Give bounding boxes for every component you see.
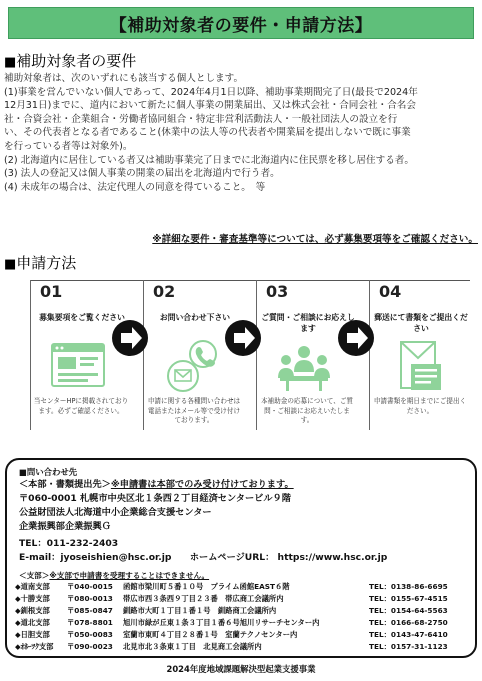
hq-tel: TEL：011-232-2403: [19, 538, 119, 549]
branch-tel: TEL：0143-47-6410: [369, 630, 448, 639]
arrow-right-icon: [338, 320, 374, 356]
requirements-line: を行っている者等は対象外)。: [4, 140, 133, 152]
section-heading-requirements: [4, 50, 136, 71]
branch-zip: 〒050-0083: [67, 630, 113, 639]
step-divider: [30, 280, 31, 430]
page-title: 【補助対象者の要件・申請方法】: [8, 7, 474, 39]
heading-square-icon: ■: [4, 55, 17, 70]
step-number: 04: [379, 282, 402, 301]
branch-zip: 〒080-0013: [67, 594, 113, 603]
branch-zip: 〒078-8801: [67, 618, 113, 627]
step-description: 申請に関する各種問い合わせは電話またはメール等で受け付けております。: [147, 397, 241, 424]
branch-address: 帯広市西３条西９丁目２３番 帯広商工会議所内: [123, 594, 284, 603]
branch-tel: TEL：0157-31-1123: [369, 642, 448, 651]
step-label: 募集要項をご覧ください: [39, 313, 125, 322]
step-02: [143, 280, 243, 440]
branch-address: 室蘭市東町４丁目２８番１号 室蘭テクノセンター内: [123, 630, 298, 639]
step-label: お問い合わせ下さい: [159, 313, 231, 322]
application-heading-text: 申請方法: [16, 254, 77, 272]
requirements-body: [4, 72, 480, 194]
browser-icon: [48, 338, 108, 394]
branch-address: 釧路市大町１丁目１番１号 釧路商工会議所内: [123, 606, 277, 615]
submit-note: ※申請書は本部でのみ受け付けております。: [110, 479, 294, 490]
submit-location: [19, 479, 294, 491]
step-label: ご質問・ご相談にお応えします: [261, 313, 355, 333]
step-label: 郵送にて書類をご提出ください: [374, 313, 468, 333]
step-description: 当センターHPに掲載されております。必ずご確認ください。: [33, 397, 129, 415]
hq-email-web[interactable]: E-mail：jyoseishien@hsc.or.jp ホームページURL： https://www.hsc.or.jp: [19, 552, 388, 563]
meeting-icon: [274, 338, 334, 394]
application-steps: [8, 280, 476, 440]
branch-tel: TEL：0155-67-4515: [369, 594, 448, 603]
requirements-line: 12月31日)までに、道内において新たに個人事業の開業届出、又は株式会社・合同会社・合名会: [4, 100, 416, 112]
submit-label: ＜本部・書類提出先＞: [19, 479, 111, 490]
branch-name: ◆道南支部: [15, 582, 50, 591]
requirements-line: (2) 北海道内に居住している者又は補助事業完了日までに北海道内に住民票を移し居住する者。: [4, 154, 414, 166]
branch-name: ◆日胆支部: [15, 630, 50, 639]
hq-department: 企業振興部企業振興Ｇ: [19, 521, 111, 532]
branch-zip: 〒040-0015: [67, 582, 113, 591]
requirements-line: 社・合資会社・企業組合・労働者協同組合・特定非営利活動法人・一般社団法人の設立を行: [4, 113, 398, 125]
requirements-line: い、その代表者となる者であること(休業中の法人等の代表者や開業届を提出しないで既に事業: [4, 127, 411, 139]
branch-note: ※支部で申請書を受理することはできません。: [49, 571, 210, 580]
hq-organization: 公益財団法人北海道中小企業総合支援センター: [19, 507, 212, 518]
step-description: 申請書類を期日までにご提出ください。: [373, 397, 467, 415]
envelope-icon: [387, 338, 447, 394]
branch-zip: 〒085-0847: [67, 606, 113, 615]
step-04: [369, 280, 469, 440]
branch-tel: TEL：0166-68-2750: [369, 618, 448, 627]
hq-address: 〒060-0001 札幌市中央区北１条西２丁目経済センタービル９階: [19, 493, 291, 504]
requirements-notice: ※詳細な要件・審査基準等については、必ず募集要項等をご確認ください。: [152, 234, 478, 245]
step-03: [256, 280, 356, 440]
contact-box: [5, 458, 477, 658]
branch-tel: TEL：0138-86-6695: [369, 582, 448, 591]
arrow-right-icon: [225, 320, 261, 356]
requirements-line: (3) 法人の登記又は個人事業の開業の届出を北海道内で行う者。: [4, 168, 280, 180]
branch-label: ＜支部＞: [19, 571, 50, 580]
contact-heading: ■問い合わせ先: [19, 467, 78, 477]
branch-name: ◆ｵﾎｰﾂｸ支部: [15, 642, 54, 651]
requirements-line: 補助対象者は、次のいずれにも該当する個人とします。: [4, 73, 244, 84]
branch-header: [19, 570, 209, 582]
requirements-heading-text: 補助対象者の要件: [16, 52, 137, 70]
branch-address: 北見市北３条東１丁目 北見商工会議所内: [123, 642, 262, 651]
step-01: [30, 280, 130, 440]
arrow-right-icon: [112, 320, 148, 356]
branch-name: ◆十勝支部: [15, 594, 50, 603]
footer-program-name: 2024年度地域課題解決型起業支援事業: [166, 664, 316, 674]
step-number: 01: [40, 282, 63, 301]
step-number: 03: [266, 282, 289, 301]
phone-mail-icon: [161, 338, 221, 394]
requirements-line: (1)事業を営んでいない個人であって、2024年4月1日以降、補助事業期間完了日(最長で2024年: [4, 86, 418, 98]
step-number: 02: [153, 282, 176, 301]
requirements-line: (4) 未成年の場合は、法定代理人の同意を得ていること。 等: [4, 181, 266, 193]
branch-address: 旭川市緑が丘東１条３丁目１番６号旭川リサーチセンター内: [123, 618, 320, 627]
branch-name: ◆道北支部: [15, 618, 50, 627]
branch-address: 函館市梁川町５番１０号 プライム函館EAST６階: [123, 582, 290, 591]
branch-name: ◆釧根支部: [15, 606, 50, 615]
step-description: 本補助金の応募について、ご質問・ご相談にお応えいたします。: [260, 397, 354, 424]
section-heading-application: [4, 252, 76, 273]
branch-zip: 〒090-0023: [67, 642, 113, 651]
branch-tel: TEL：0154-64-5563: [369, 606, 448, 615]
heading-square-icon: ■: [4, 257, 17, 272]
